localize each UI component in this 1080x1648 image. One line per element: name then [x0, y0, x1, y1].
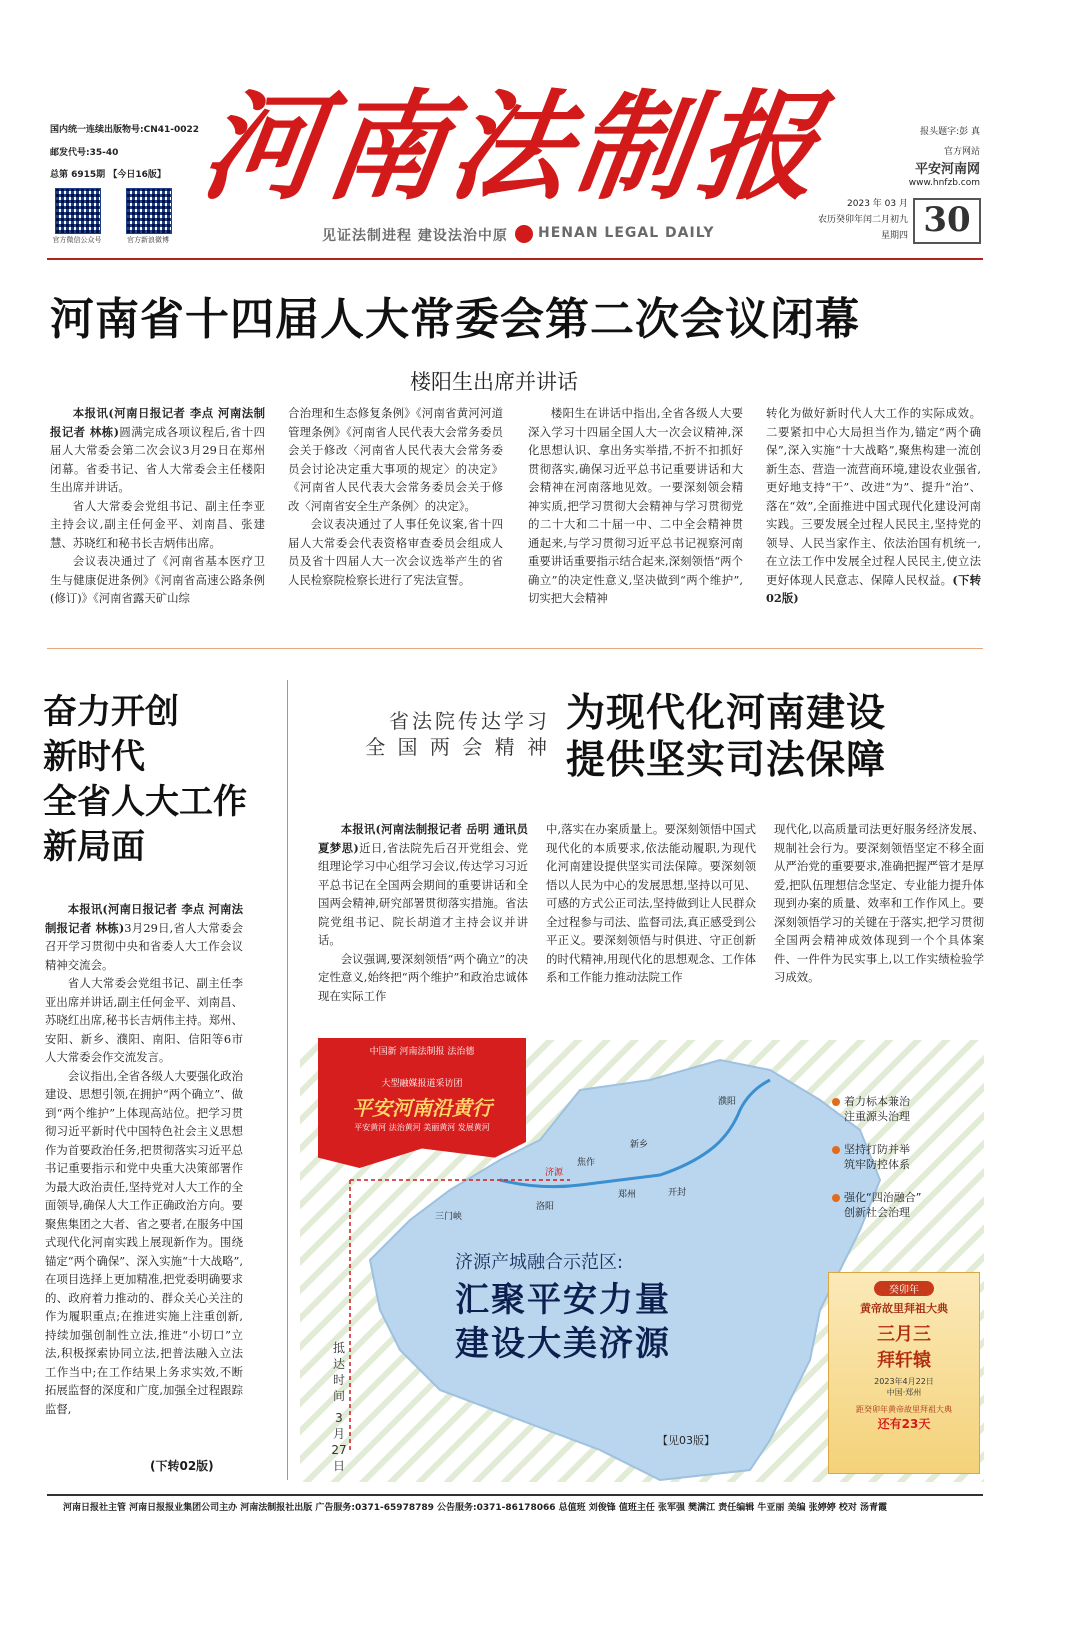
cn-number: 国内统一连续出版物号:CN41-0022	[50, 125, 200, 135]
issue-date: 2023 年 03 月	[847, 199, 908, 209]
ad-title: 黄帝故里拜祖大典	[860, 1302, 948, 1315]
ad-place: 中国·郑州	[886, 1388, 922, 1397]
flag-title: 平安河南沿黄行	[352, 1096, 492, 1120]
lunar-date: 农历癸卯年闰二月初九	[817, 215, 908, 225]
feature-subtitle: 济源产城融合示范区:	[455, 1252, 624, 1273]
city-jiyuan: 济源	[545, 1168, 564, 1178]
court-column-2: 中,落实在办案质量上。要深刻领悟中国式现代化的本质要求,依法能动履职,为现代化河南建设提供坚实司法保障。要深刻领悟以人民为中心的发展思想,坚持以可见、可感的方式公正司法,坚持做到让人民群众全过程参与司法、监督司法,真正感受到公平正义。要深刻领悟与时俱进、守正创新的时代精神,用现代化的思想观念、工作体系和工作能力推动法院工作	[546, 822, 756, 984]
court-headline: 为现代化河南建设 提供坚实司法保障	[566, 690, 887, 783]
point-1: 着力标本兼治 注重源头治理	[832, 1094, 910, 1124]
wechat-qr-code[interactable]	[55, 188, 101, 234]
city-xinxiang: 新乡	[630, 1140, 649, 1150]
lead-jump[interactable]: (下转02版)	[766, 572, 981, 605]
weekday: 星期四	[880, 231, 908, 241]
ad-main-1: 三月三	[877, 1324, 931, 1345]
flag-top: 中国新 河南法制报 法治德	[369, 1047, 475, 1057]
feature-title-1: 汇聚平安力量	[455, 1280, 671, 1320]
bullet-icon	[832, 1146, 840, 1154]
ad-top: 癸卯年	[874, 1281, 934, 1296]
ad-main-2: 拜轩辕	[877, 1350, 931, 1371]
masthead-slogan: 见证法制进程 建设法治中原	[322, 228, 508, 244]
left-byline: 本报讯(河南日报记者 李点 河南法制报记者 林栋)	[45, 902, 243, 935]
postal-code: 邮发代号:35-40	[50, 148, 119, 158]
lead-headline: 河南省十四届人大常委会第二次会议闭幕	[50, 294, 860, 345]
ad-countdown-text: 距癸卯年黄帝故里拜祖大典	[856, 1405, 952, 1414]
ad-countdown-days: 还有23天	[877, 1417, 931, 1431]
footer-rule	[47, 1494, 983, 1496]
lead-column-4: 转化为做好新时代人大工作的实际成效。二要紧扣中心大局担当作为,锚定“两个确保”,深入实施“十大战略”,聚焦构建一流创新生态、营造一流营商环境,建设农业强省,更好地支持“干”、改进“为”、提升“治”、落在“效”,全面推进中国式现代化建设河南实践。三要发展全过程人民民主,坚持党的领导、人民当家作主、依法治国有机统一,在立法工作中发展全过程人民民主,使立法更好体现人民意志、保障人民权益。(下转02版)	[766, 406, 981, 605]
lead-column-2: 合治理和生态修复条例》《河南省黄河河道管理条例》《河南省人民代表大会常务委员会关于修改〈河南省人民代表大会常务委员会讨论决定重大事项的规定〉的决定》《河南省人民代表大会常务委员会关于修改〈河南省安全生产条例〉的决定》。 会议表决通过了人事任免议案,省十四届人大常委会代表资格审查委员会组成人员及省十四届人大一次会议选举产生的省人民检察院检察长进行了宪法宣誓。	[288, 406, 503, 587]
court-kicker: 省法院传达学习 全 国 两 会 精 神	[365, 709, 550, 759]
arrival-label: 抵达时间	[332, 1341, 345, 1403]
logo-icon	[515, 225, 533, 243]
issue-number: 总第 6915期 【今日16版】	[50, 170, 166, 180]
left-headline: 奋力开创 新时代 全省人大工作 新局面	[43, 692, 247, 867]
section-divider	[47, 648, 983, 649]
court-column-3: 现代化,以高质量司法更好服务经济发展、规制社会行为。要深刻领悟坚定不移全面从严治党的重要要求,准确把握严管才是厚爱,把队伍理想信念坚定、专业能力提升体现到办案的质量、效率和工作作风上。要深刻领悟学习的关键在于落实,把学习贯彻全国两会精神成效体现到一个个具体案件、一件件为民实事上,以工作实绩检验学习成效。	[774, 822, 984, 984]
bullet-icon	[832, 1098, 840, 1106]
day-number: 30	[913, 198, 981, 244]
lead-byline: 本报讯(河南日报记者 李点 河南法制报记者 林栋)	[50, 406, 265, 439]
point-2: 坚持打防并举 筑牢防控体系	[832, 1142, 910, 1172]
website-name: 平安河南网	[914, 162, 980, 177]
footer-credits: 河南日报社主管 河南日报报业集团公司主办 河南法制报社出版 广告服务:0371-65978789 公告服务:0371-86178066 总值班 刘俊锋 值班主任 张军强 樊满江 责任编辑 牛亚丽 美编 张婷婷 校对 汤青霞	[63, 1503, 887, 1513]
court-column-1: 本报讯(河南法制报记者 岳明 通讯员 夏梦思)近日,省法院先后召开党组会、党组理论学习中心组学习会议,传达学习习近平总书记在全国两会期间的重要讲话和全国两会精神,研究部署贯彻落实措施。省法院党组书记、院长胡道才主持会议并讲话。 会议强调,要深刻领悟“两个确立”的决定性意义,始终把“两个维护”和政治忠诚体现在实际工作	[318, 822, 528, 1003]
masthead-english: HENAN LEGAL DAILY	[538, 225, 715, 241]
worship-ceremony-ad[interactable]	[828, 1272, 980, 1474]
city-sanmenxia: 三门峡	[435, 1212, 463, 1222]
website-label: 官方网站	[943, 147, 980, 157]
qr-caption-weibo: 官方新浪微博	[127, 236, 169, 244]
feature-graphic[interactable]	[300, 1040, 984, 1482]
city-puyang: 濮阳	[718, 1097, 737, 1107]
flag-subtitle: 平安黄河 法治黄河 美丽黄河 发展黄河	[354, 1123, 490, 1132]
website-url[interactable]: www.hnfzb.com	[908, 178, 980, 188]
left-story-body: 本报讯(河南日报记者 李点 河南法制报记者 林栋)3月29日,省人大常委会召开学习贯彻中央和省委人大工作会议精神交流会。 省人大常委会党组书记、副主任李亚出席并讲话,副主任何金平、刘南昌、苏晓红出席,秘书长吉炳伟主持。郑州、安阳、新乡、濮阳、南阳、信阳等6市人大常委会作交流发言。 会议指出,全省各级人大要强化政治建设、思想引领,在拥护“两个确立”、做到“两个维护”上体现高站位。把学习贯彻习近平新时代中国特色社会主义思想作为首要政治任务,把贯彻落实习近平总书记重要指示和党中央重大决策部署作为最大政治责任,坚持党对人大工作的全面领导,确保人大工作正确政治方向。要聚焦集团之大者、省之要者,在服务中国式现代化河南实践上展现新作为。围绕锚定“两个确保”、深入实施“十大战略”,在项目选择上更加精准,把党委明确要求的、政府着力推动的、群众关心关注的作为履职重点;在推进实施上注重创新,持续加强创制性立法,推进“小切口”立法,积极探索协同立法,把普法融入立法工作当中;在工作结果上务求实效,不断拓展监督的深度和广度,加强全过程跟踪监督,	[45, 902, 243, 1416]
city-zhengzhou: 郑州	[618, 1190, 637, 1200]
column-separator	[287, 680, 288, 1480]
ad-date: 2023年4月22日	[874, 1377, 934, 1386]
left-jump[interactable]: (下转02版)	[150, 1459, 214, 1473]
masthead-title: 河南法制报	[193, 77, 834, 216]
city-luoyang: 洛阳	[536, 1202, 555, 1212]
masthead-rule	[47, 258, 983, 260]
qr-caption-wechat: 官方微信公众号	[52, 236, 102, 244]
feature-title-2: 建设大美济源	[455, 1324, 671, 1364]
flag-series: 大型融媒报道采访团	[381, 1079, 463, 1089]
weibo-qr-code[interactable]	[126, 188, 172, 234]
lead-subhead: 楼阳生出席并讲话	[410, 370, 578, 394]
bullet-icon	[832, 1194, 840, 1202]
arrival-date: 3月27日	[331, 1411, 347, 1473]
point-3: 强化“四治融合” 创新社会治理	[832, 1190, 921, 1220]
city-kaifeng: 开封	[668, 1188, 687, 1198]
lead-column-1: 本报讯(河南日报记者 李点 河南法制报记者 林栋)圆满完成各项议程后,省十四届人大常委会第二次会议3月29日在郑州闭幕。省委书记、省人大常委会主任楼阳生出席并讲话。 省人大常委会党组书记、副主任李亚主持会议,副主任何金平、刘南昌、张建慧、苏晓红和秘书长吉炳伟出席。 会议表决通过了《河南省基本医疗卫生与健康促进条例》《河南省高速公路条例(修订)》《河南省露天矿山综	[50, 406, 265, 605]
calligraphy-credit: 报头题字:彭 真	[920, 127, 980, 137]
lead-column-3: 楼阳生在讲话中指出,全省各级人大要深入学习十四届全国人大一次会议精神,深化思想认识、拿出务实举措,不折不扣抓好贯彻落实,确保习近平总书记重要讲话和大会精神在河南落地见效。一要深刻领会精神实质,把学习贯彻大会精神与学习贯彻党的二十大和二十届一中、二中全会精神贯通起来,与学习贯彻习近平总书记视察河南重要讲话重要指示结合起来,深刻领悟“两个确立”的决定性意义,坚决做到“两个维护”,切实把大会精神	[528, 406, 743, 605]
court-byline: 本报讯(河南法制报记者 岳明 通讯员 夏梦思)	[318, 822, 528, 855]
feature-see-page[interactable]: 【见03版】	[657, 1434, 715, 1447]
city-jiaozuo: 焦作	[577, 1158, 596, 1168]
